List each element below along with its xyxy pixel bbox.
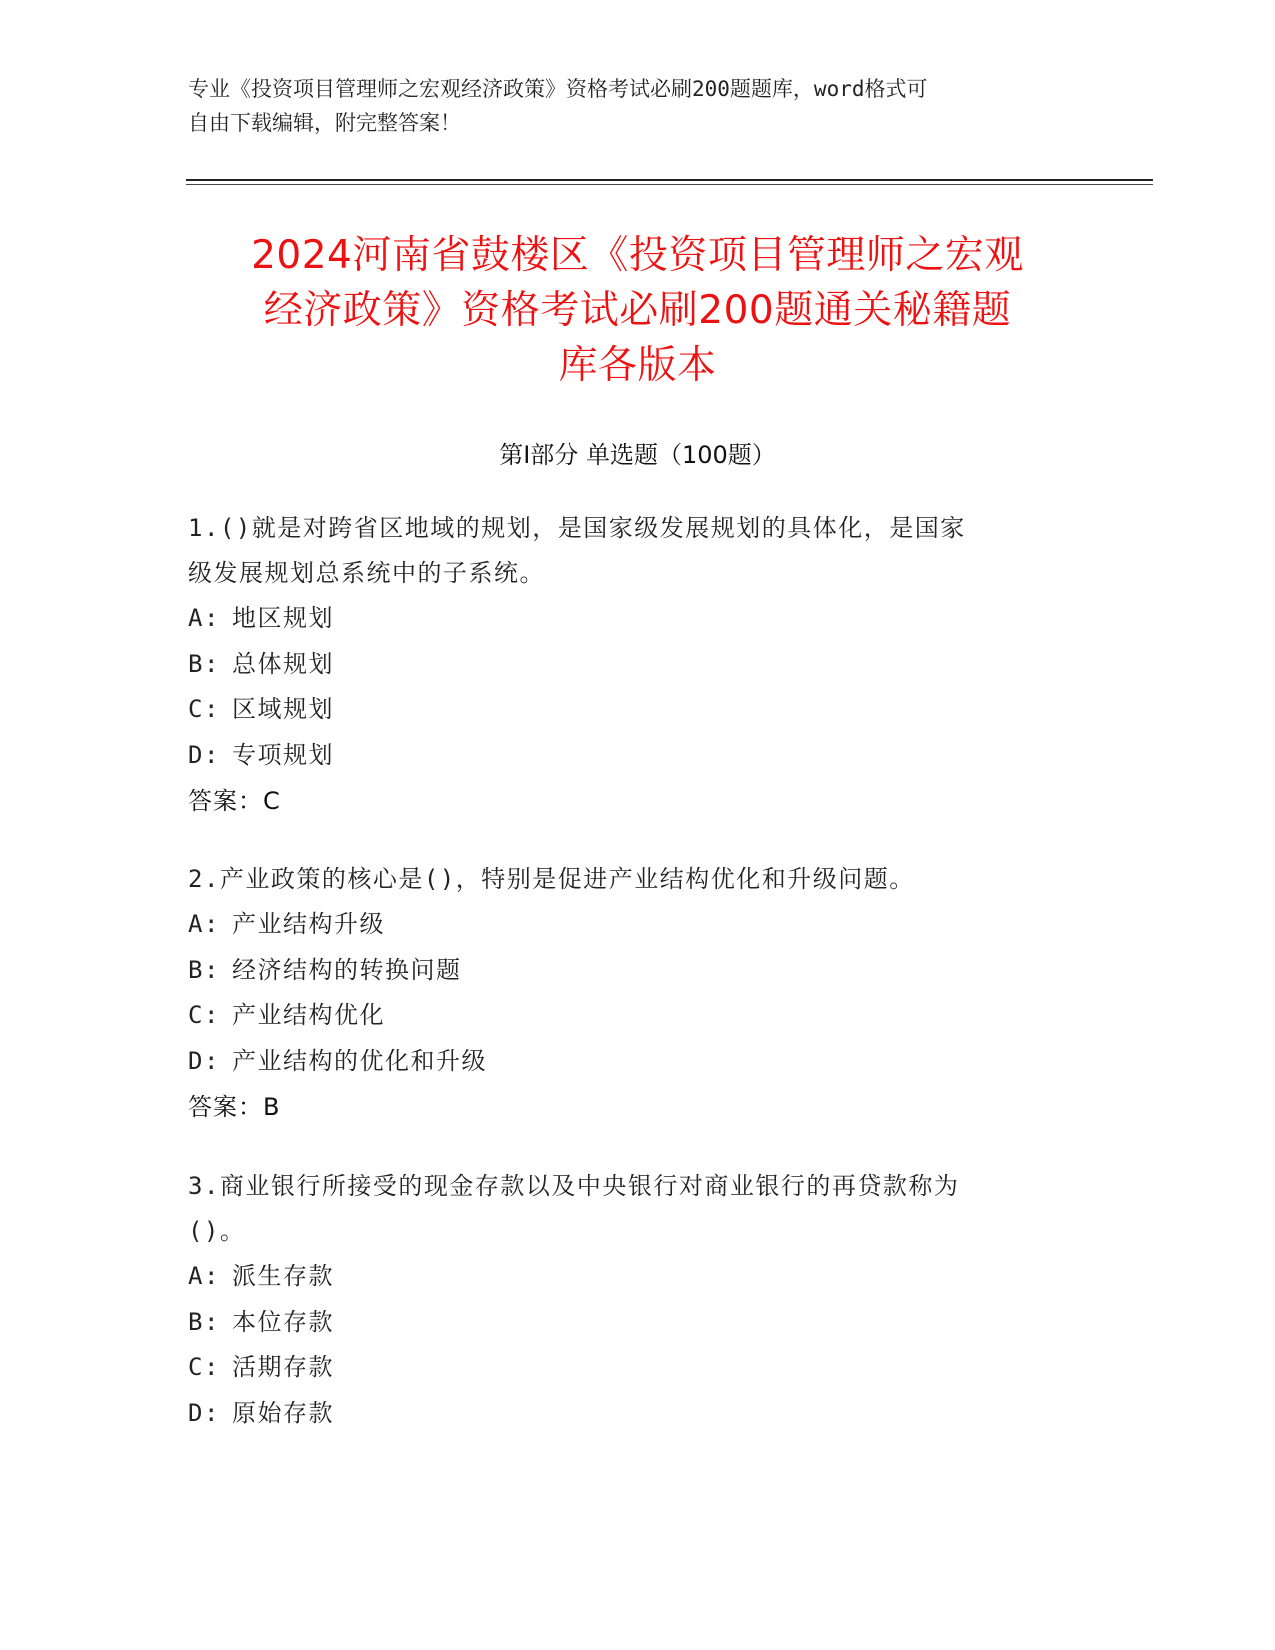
question-stem-line-1: 1.()就是对跨省区地域的规划，是国家级发展规划的具体化，是国家 <box>188 514 966 542</box>
answer: 答案：B <box>188 1093 281 1121</box>
option-d <box>188 1039 1068 1085</box>
option-a <box>188 1254 1068 1300</box>
header-note <box>188 72 1088 140</box>
question-1 <box>188 506 1068 824</box>
option-d <box>188 1391 1068 1437</box>
option-b <box>188 642 1068 688</box>
option-text: 地区规划 <box>232 604 334 632</box>
option-text: 本位存款 <box>232 1307 334 1336</box>
header-note-line-1: 专业《投资项目管理师之宏观经济政策》资格考试必刷200题题库，word格式可 <box>188 77 928 101</box>
option-key: A: <box>188 604 220 632</box>
option-text: 专项规划 <box>232 740 334 769</box>
option-c <box>188 687 1068 733</box>
header-note-line-2: 自由下载编辑，附完整答案！ <box>188 111 461 135</box>
option-key: B: <box>188 649 220 678</box>
option-key: D: <box>188 1046 220 1075</box>
option-key: D: <box>188 1398 220 1427</box>
question-2 <box>188 857 1068 1130</box>
option-text: 原始存款 <box>232 1398 334 1427</box>
option-key: D: <box>188 740 220 769</box>
option-b <box>188 1300 1068 1346</box>
document-title-line-3: 库各版本 <box>558 343 717 388</box>
option-text: 派生存款 <box>232 1262 334 1290</box>
option-text: 区域规划 <box>232 695 334 723</box>
option-key: A: <box>188 1262 220 1290</box>
question-stem-line-2: 级发展规划总系统中的子系统。 <box>188 559 545 587</box>
document-title-line-2: 经济政策》资格考试必刷200题通关秘籍题 <box>263 288 1012 333</box>
header-divider-thin <box>186 184 1153 185</box>
option-a <box>188 596 1068 642</box>
question-stem-line-1: 2.产业政策的核心是()，特别是促进产业结构优化和升级问题。 <box>188 865 915 893</box>
option-key: C: <box>188 1001 220 1029</box>
document-title-line-1: 2024河南省鼓楼区《投资项目管理师之宏观 <box>251 233 1024 278</box>
option-d <box>188 733 1068 779</box>
option-c <box>188 1345 1068 1391</box>
option-text: 产业结构优化 <box>232 1001 385 1029</box>
section-heading: 第Ⅰ部分 单选题（100题） <box>499 441 776 469</box>
answer: 答案：C <box>188 787 281 815</box>
header-divider-thick <box>186 179 1153 181</box>
document-title <box>180 228 1095 393</box>
option-key: B: <box>188 1307 220 1336</box>
question-stem-line-2: ()。 <box>188 1217 246 1245</box>
option-c <box>188 993 1068 1039</box>
option-key: C: <box>188 695 220 723</box>
option-a <box>188 902 1068 948</box>
option-text: 活期存款 <box>232 1353 334 1381</box>
option-key: B: <box>188 955 220 984</box>
option-key: C: <box>188 1353 220 1381</box>
option-b <box>188 948 1068 994</box>
option-text: 总体规划 <box>232 649 334 678</box>
option-key: A: <box>188 910 220 938</box>
option-text: 产业结构升级 <box>232 910 385 938</box>
option-text: 经济结构的转换问题 <box>232 955 462 984</box>
question-3 <box>188 1164 1068 1436</box>
question-stem-line-1: 3.商业银行所接受的现金存款以及中央银行对商业银行的再贷款称为 <box>188 1172 960 1200</box>
option-text: 产业结构的优化和升级 <box>232 1046 487 1075</box>
